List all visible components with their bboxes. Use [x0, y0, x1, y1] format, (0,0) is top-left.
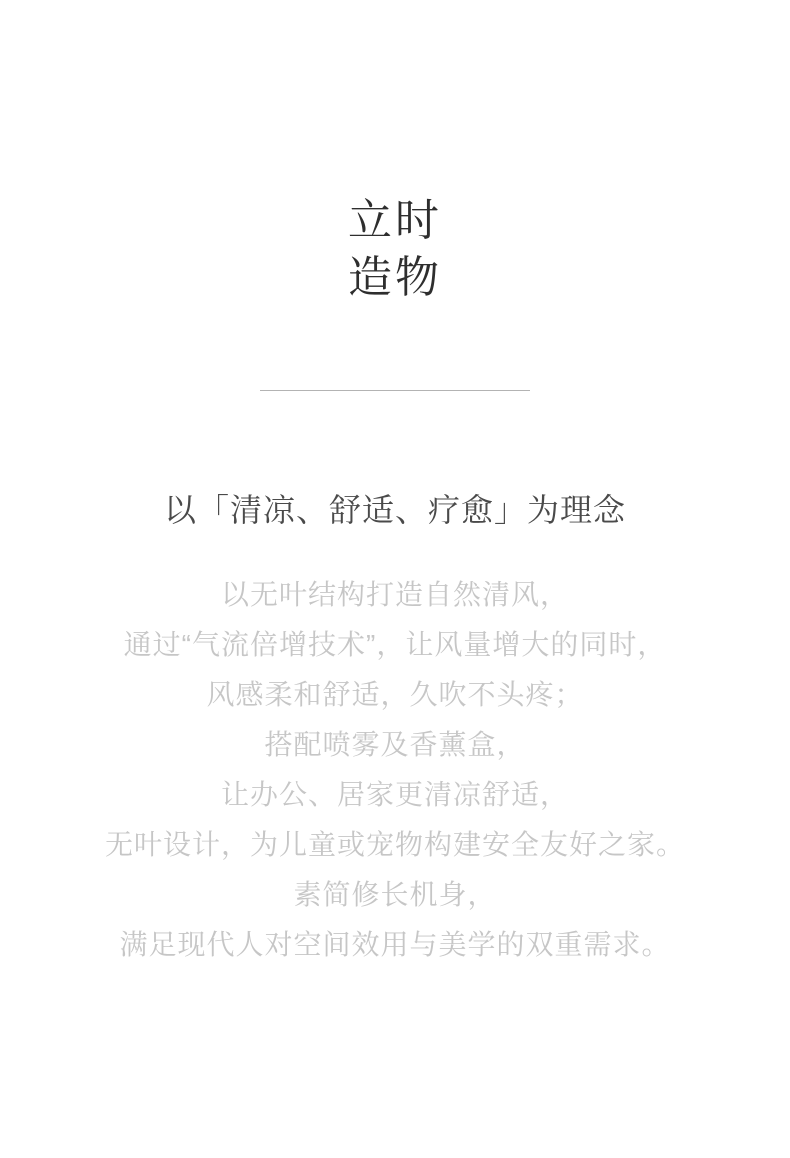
intro-body-line-4: 搭配喷雾及香薰盒， — [264, 729, 526, 760]
intro-body-line-1: 以无叶结构打造自然清风， — [220, 579, 569, 610]
brand-title — [0, 0, 790, 306]
brand-title-line-2: 造物 — [348, 253, 442, 302]
intro-body-line-2: 通过“气流倍增技术”，让风量增大的同时， — [123, 629, 667, 660]
intro-body-line-5: 让办公、居家更清凉舒适， — [220, 779, 569, 810]
intro-body-line-7: 素简修长机身， — [293, 879, 497, 910]
divider — [260, 390, 530, 391]
intro-body-line-6: 无叶设计，为儿童或宠物构建安全友好之家。 — [104, 829, 685, 860]
intro-body-line-8: 满足现代人对空间效用与美学的双重需求。 — [119, 929, 671, 960]
intro-body — [0, 570, 790, 970]
intro-heading: 以「清凉、舒适、疗愈」为理念 — [163, 492, 626, 528]
brand-title-line-1: 立时 — [348, 196, 442, 245]
intro-body-line-3: 风感柔和舒适，久吹不头疼； — [206, 679, 584, 710]
